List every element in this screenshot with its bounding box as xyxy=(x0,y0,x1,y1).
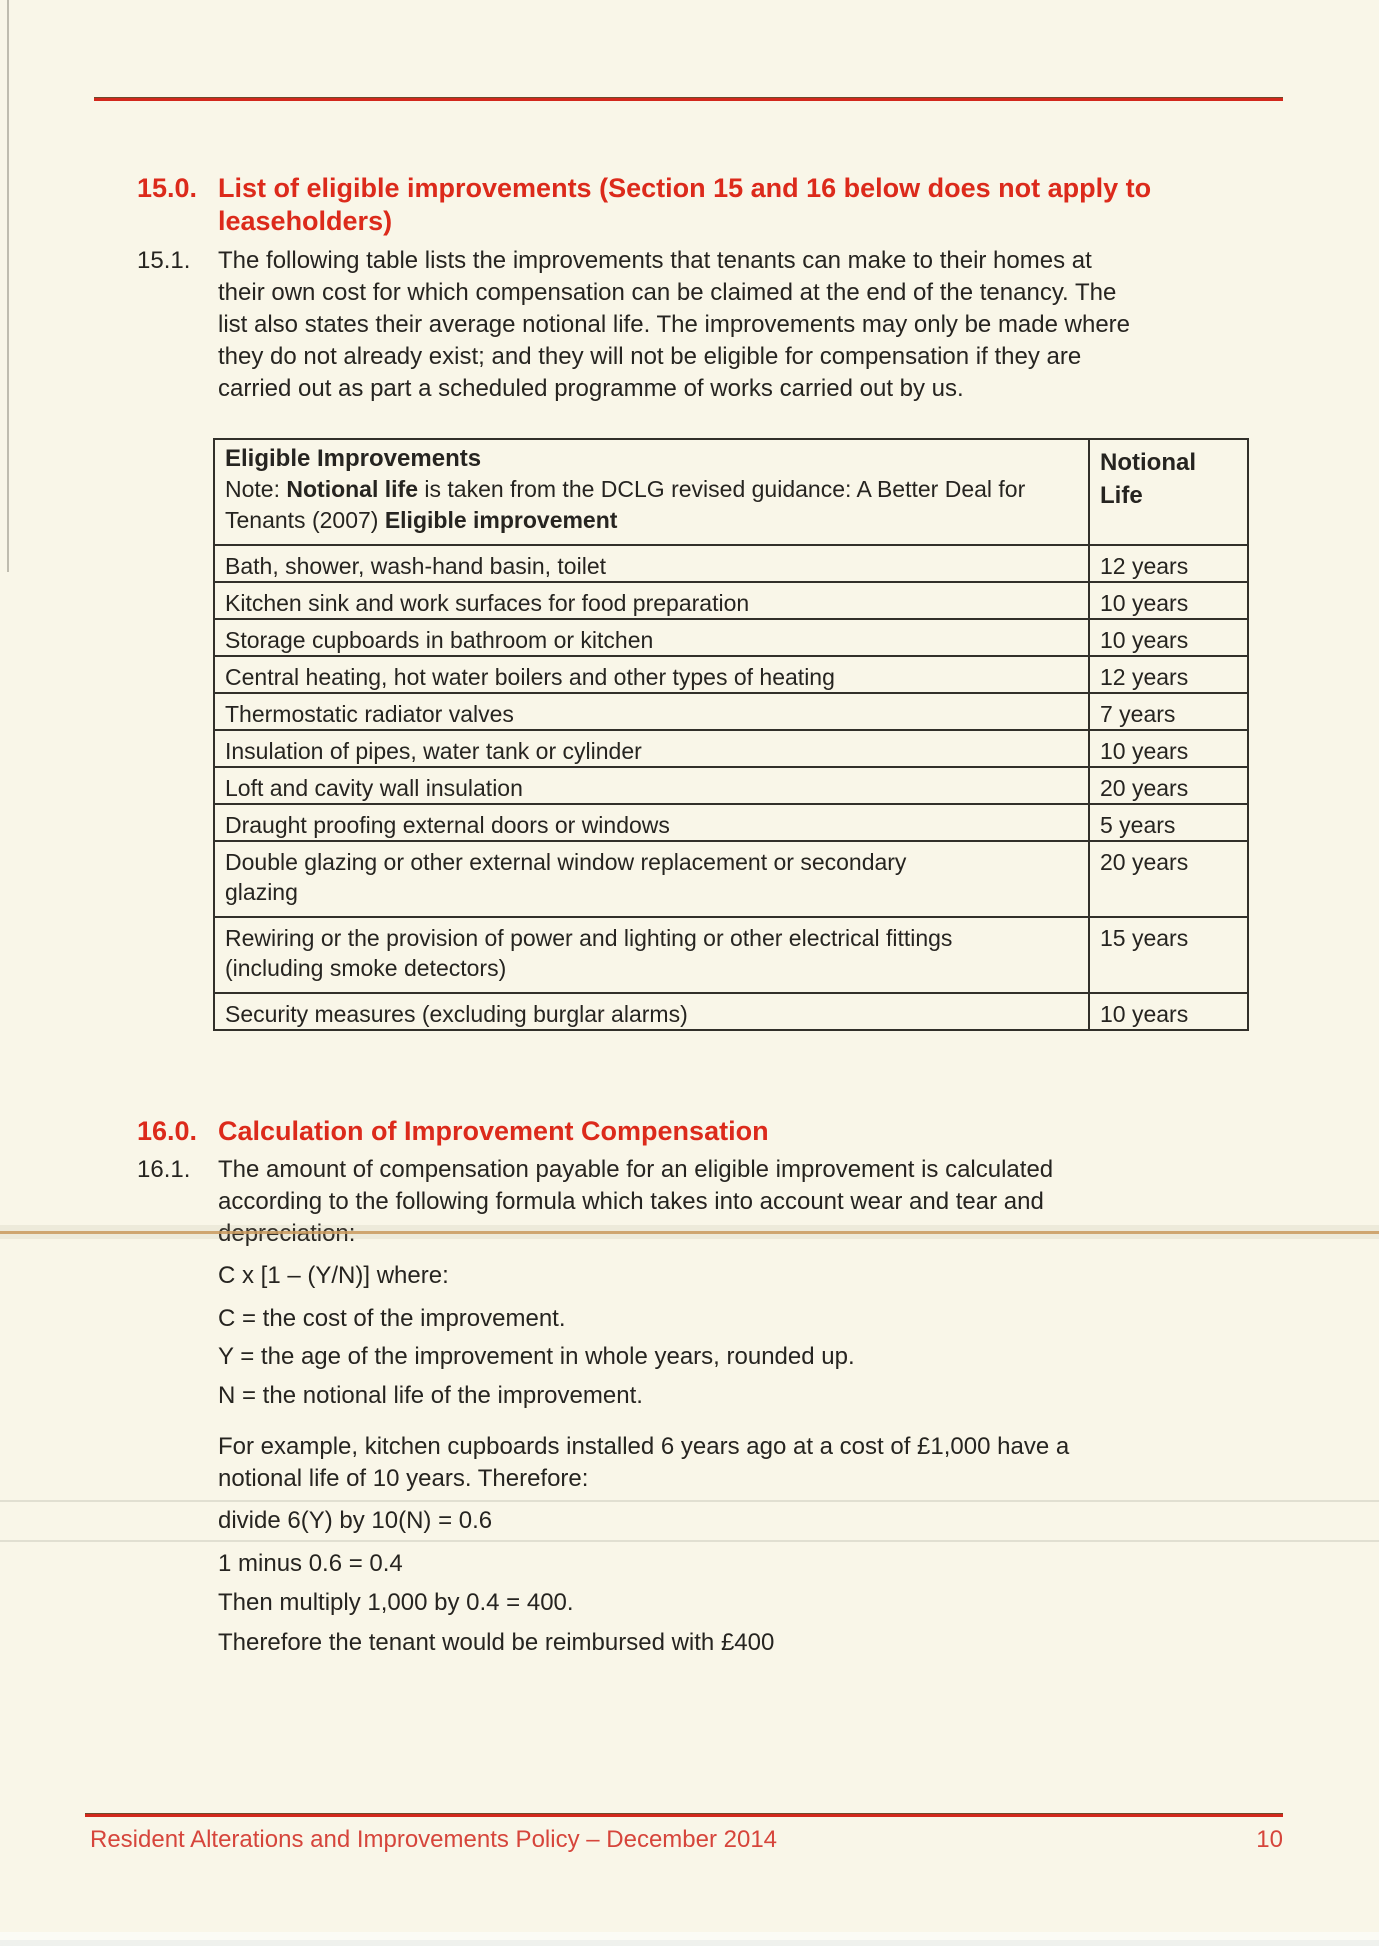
notional-life-value: 20 years xyxy=(1089,841,1248,917)
scan-edge-artifact xyxy=(7,0,9,572)
table-row: Loft and cavity wall insulation 20 years xyxy=(214,767,1248,804)
scan-crease-faint xyxy=(0,1500,1379,1502)
example-intro-line2: notional life of 10 years. Therefore: xyxy=(218,1465,589,1492)
footer-rule xyxy=(85,1813,1283,1817)
formula-c-definition: C = the cost of the improvement. xyxy=(218,1305,566,1332)
paragraph-line: list also states their average notional life. The improvements may only be made where xyxy=(218,311,1131,338)
formula-y-definition: Y = the age of the improvement in whole years, rounded up. xyxy=(218,1343,855,1370)
table-row: Central heating, hot water boilers and other types of heating 12 years xyxy=(214,656,1248,693)
table-row: Kitchen sink and work surfaces for food preparation 10 years xyxy=(214,582,1248,619)
example-conclusion: Therefore the tenant would be reimbursed with £400 xyxy=(218,1629,775,1656)
section-15-heading-line2: leaseholders) xyxy=(218,206,393,236)
table-note: Note: Notional life is taken from the DCLG revised guidance: A Better Deal for Tenants (2007) Eligible improvement xyxy=(225,476,1026,533)
notional-life-value: 10 years xyxy=(1089,582,1248,619)
notional-life-value: 7 years xyxy=(1089,693,1248,730)
section-number: 16.0. xyxy=(137,1116,198,1146)
notional-life-value: 12 years xyxy=(1089,656,1248,693)
page-number: 10 xyxy=(1256,1826,1283,1853)
paragraph-number: 15.1. xyxy=(137,247,191,274)
notional-life-value: 15 years xyxy=(1089,917,1248,993)
table-row: Rewiring or the provision of power and lighting or other electrical fittings (including smoke detectors) 15 years xyxy=(214,917,1248,993)
scan-bottom-edge xyxy=(0,1940,1379,1946)
table-title: Eligible Improvements xyxy=(225,445,482,472)
scan-crease-faint xyxy=(0,1540,1379,1542)
notional-life-value: 20 years xyxy=(1089,767,1248,804)
table-row: Draught proofing external doors or windows 5 years xyxy=(214,804,1248,841)
header-rule xyxy=(94,97,1283,101)
notional-life-value: 10 years xyxy=(1089,993,1248,1030)
notional-life-value: 10 years xyxy=(1089,619,1248,656)
table-header-notional-life: Notional Life xyxy=(1089,439,1248,545)
notional-life-value: 10 years xyxy=(1089,730,1248,767)
section-16-heading-text: Calculation of Improvement Compensation xyxy=(218,1116,769,1146)
table-row: Bath, shower, wash-hand basin, toilet 12 years xyxy=(214,545,1248,582)
scan-bottom-strip xyxy=(0,1932,1379,1940)
page-footer xyxy=(90,1826,1283,1854)
paragraph-line: The following table lists the improvements that tenants can make to their homes at xyxy=(218,247,1092,274)
table-row: Thermostatic radiator valves 7 years xyxy=(214,693,1248,730)
section-15-heading-line1: List of eligible improvements (Section 15 and 16 below does not apply to xyxy=(218,173,1152,203)
table-row: Double glazing or other external window replacement or secondary glazing 20 years xyxy=(214,841,1248,917)
formula-n-definition: N = the notional life of the improvement. xyxy=(218,1382,643,1409)
notional-life-value: 12 years xyxy=(1089,545,1248,582)
table-header-improvements xyxy=(214,439,1089,545)
paragraph-line: carried out as part a scheduled programme of works carried out by us. xyxy=(218,375,964,402)
paragraph-line: they do not already exist; and they will not be eligible for compensation if they are xyxy=(218,343,1082,370)
paragraph-line: their own cost for which compensation can be claimed at the end of the tenancy. The xyxy=(218,279,1117,306)
table-row: Storage cupboards in bathroom or kitchen 10 years xyxy=(214,619,1248,656)
paragraph-line: according to the following formula which takes into account wear and tear and xyxy=(218,1188,1044,1215)
eligible-improvements-table xyxy=(213,438,1249,1031)
example-intro-line1: For example, kitchen cupboards installed 6 years ago at a cost of £1,000 have a xyxy=(218,1433,1070,1460)
footer-title: Resident Alterations and Improvements Policy – December 2014 xyxy=(90,1826,778,1853)
paragraph-number: 16.1. xyxy=(137,1156,191,1183)
example-step3: Then multiply 1,000 by 0.4 = 400. xyxy=(218,1589,574,1616)
notional-life-value: 5 years xyxy=(1089,804,1248,841)
formula-intro: C x [1 – (Y/N)] where: xyxy=(218,1262,449,1289)
example-step1: divide 6(Y) by 10(N) = 0.6 xyxy=(218,1507,493,1534)
table-row: Security measures (excluding burglar alarms) 10 years xyxy=(214,993,1248,1030)
paragraph-line: The amount of compensation payable for an eligible improvement is calculated xyxy=(218,1156,1054,1183)
table-header-row xyxy=(214,439,1248,545)
scan-crease xyxy=(0,1231,1379,1234)
example-step2: 1 minus 0.6 = 0.4 xyxy=(218,1550,403,1577)
table-row: Insulation of pipes, water tank or cylinder 10 years xyxy=(214,730,1248,767)
section-number: 15.0. xyxy=(137,173,198,203)
